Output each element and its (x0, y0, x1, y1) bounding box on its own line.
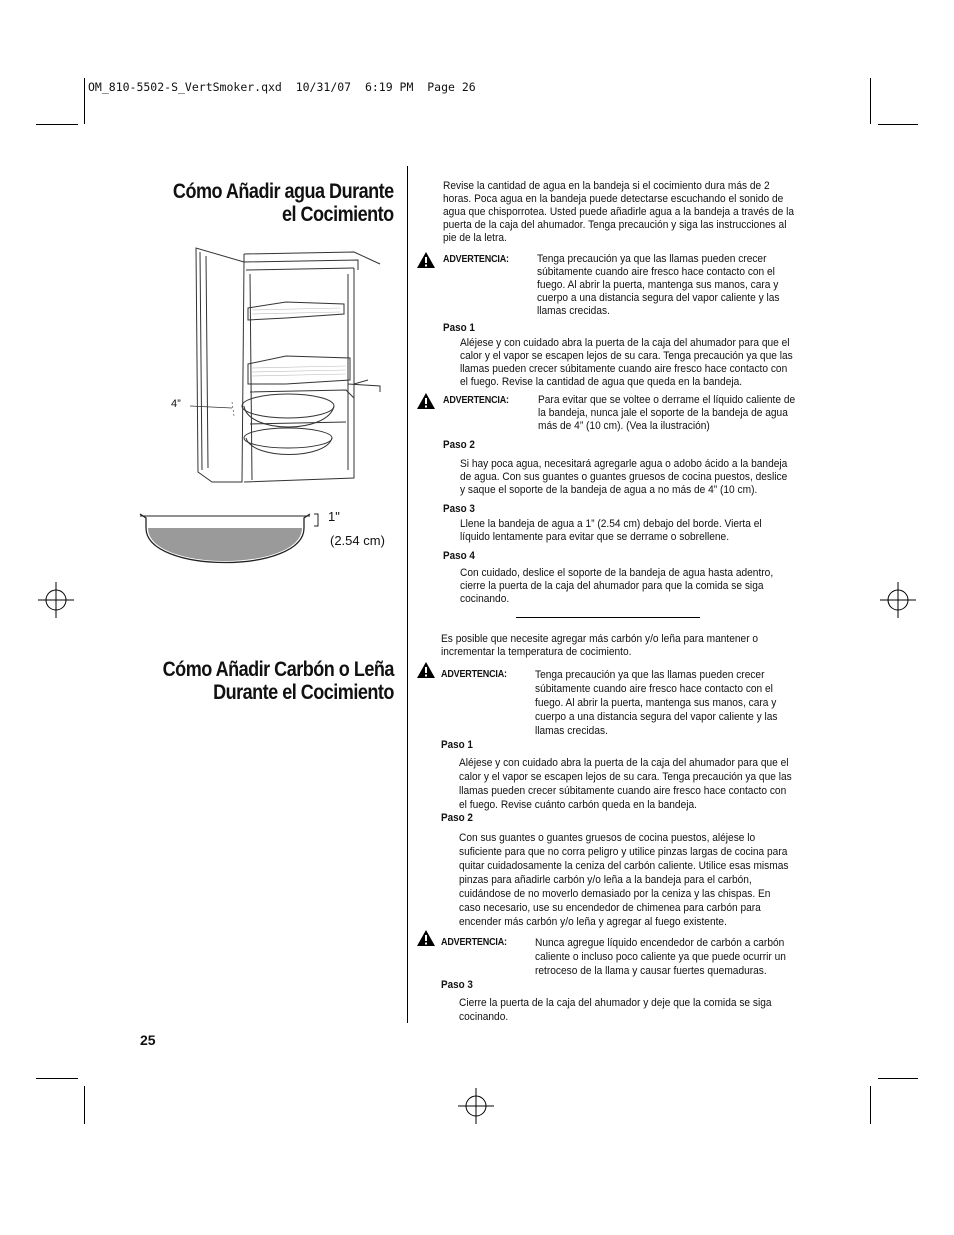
section-separator (516, 617, 700, 618)
page-number: 25 (140, 1032, 156, 1048)
section2-warning1-text: Tenga precaución ya que las llamas pueden crecer súbitamente cuando aire fresco hace contacto con el fuego. Al abrir la puerta, mantenga sus manos, cara y cuerpo a una distancia segura del vapor caliente y las llamas crecidas. (535, 669, 778, 737)
step-label: Paso 4 (443, 550, 475, 562)
step-label: Paso 1 (443, 322, 475, 334)
step-label: Paso 2 (443, 439, 475, 451)
warning-label: ADVERTENCIA: (441, 669, 507, 680)
crop-mark (84, 78, 85, 124)
warning-icon (416, 392, 436, 410)
section1-step4-text: Con cuidado, deslice el soporte de la bandeja de agua hasta adentro, cierre la puerta de la caja del ahumador para que la comida se siga cocinando. (460, 567, 774, 605)
section-title-add-charcoal: Cómo Añadir Carbón o Leña Durante el Cocimiento (162, 658, 394, 704)
registration-mark-icon (880, 582, 916, 618)
smoker-illustration (168, 244, 384, 486)
section2-step2-text: Con sus guantes o guantes gruesos de cocina puestos, aléjese lo suficiente para que no corra peligro y utilice pinzas largas de cocina para quitar cuidadosamente la ceniza del carbón caliente. Utilice esas mismas pinzas para añadirle carbón y/o leña a la bandeja para el carbón, cuidándose de no moverlo demasiado por la ceniza y las chispas. En caso necesario, use su encendedor de chimenea para carbón para encender más carbón y/o leña y agregar al fuego existente. (459, 832, 789, 928)
registration-mark-icon (38, 582, 74, 618)
warning-label: ADVERTENCIA: (441, 937, 507, 948)
section1-step1-text: Aléjese y con cuidado abra la puerta de la caja del ahumador para que el calor y el vapor se escapen lejos de su cara. Tenga precaución ya que las llamas pueden crecer súbitamente cuando aire fresco hace contacto con el fuego. Revise la cantidad de agua que queda en la bandeja. (460, 337, 793, 388)
warning-icon (416, 929, 436, 947)
section2-warning2-text: Nunca agregue líquido encendedor de carbón a carbón caliente o incluso poco caliente ya que puede ocurrir un retroceso de la llama y causar fuertes quemaduras. (535, 937, 786, 977)
water-pan-diagram (134, 508, 334, 584)
crop-mark (878, 124, 918, 125)
crop-mark (878, 1078, 918, 1079)
dimension-label-cm: (2.54 cm) (330, 533, 385, 548)
step-label: Paso 2 (441, 812, 473, 824)
section2-intro: Es posible que necesite agregar más carbón y/o leña para mantener o incrementar la temperatura de cocimiento. (441, 633, 759, 658)
section1-step2-text: Si hay poca agua, necesitará agregarle agua o adobo ácido a la bandeja de agua. Con sus guantes o guantes gruesos de cocina puestos, deslice y saque el soporte de la bandeja de agua a no más de 4” (10 cm). (460, 458, 788, 496)
warning-icon (416, 661, 436, 679)
section2-step1-text: Aléjese y con cuidado abra la puerta de la caja del ahumador para que el calor y el vapor se escapen lejos de su cara. Tenga precaución ya que las llamas pueden crecer súbitamente cuando aire fresco hace contacto con el fuego. Revise cuánto carbón queda en la bandeja. (459, 757, 792, 811)
print-slug: OM_810-5502-S_VertSmoker.qxd 10/31/07 6:19 PM Page 26 (88, 80, 476, 94)
step-label: Paso 3 (441, 979, 473, 991)
section1-warning2-text: Para evitar que se voltee o derrame el líquido caliente de la bandeja, nunca jale el soporte de la bandeja de agua más de 4” (10 cm). (Vea la ilustración) (538, 394, 796, 432)
crop-mark (870, 78, 871, 124)
crop-mark (84, 1086, 85, 1124)
dimension-label-4in: 4” (171, 398, 181, 410)
step-label: Paso 3 (443, 503, 475, 515)
warning-icon (416, 251, 436, 269)
column-divider (407, 166, 408, 1023)
registration-mark-icon (458, 1088, 494, 1124)
section1-intro: Revise la cantidad de agua en la bandeja si el cocimiento dura más de 2 horas. Poca agua en la bandeja puede detectarse escuchando el sonido de agua que chisporrotea. Usted puede añadirle agua a la bandeja a través de la puerta de la caja del ahumador. Tenga precaución y siga las instrucciones al pie de la letra. (443, 180, 795, 244)
warning-label: ADVERTENCIA: (443, 395, 509, 406)
crop-mark (36, 124, 78, 125)
section2-step3-text: Cierre la puerta de la caja del ahumador y deje que la comida se siga cocinando. (459, 997, 772, 1023)
step-label: Paso 1 (441, 739, 473, 751)
section1-warning1-text: Tenga precaución ya que las llamas pueden crecer súbitamente cuando aire fresco hace contacto con el fuego. Al abrir la puerta, mantenga sus manos, cara y cuerpo a una distancia segura del vapor caliente y las llamas crecidas. (537, 253, 780, 317)
section1-step3-text: Llene la bandeja de agua a 1” (2.54 cm) debajo del borde. Vierta el líquido lentamente para evitar que se derrame o sobrellene. (460, 518, 762, 543)
crop-mark (870, 1086, 871, 1124)
crop-mark (36, 1078, 78, 1079)
warning-label: ADVERTENCIA: (443, 254, 509, 265)
section-title-add-water: Cómo Añadir agua Durante el Cocimiento (173, 180, 394, 226)
dimension-label-1in: 1" (328, 509, 340, 524)
